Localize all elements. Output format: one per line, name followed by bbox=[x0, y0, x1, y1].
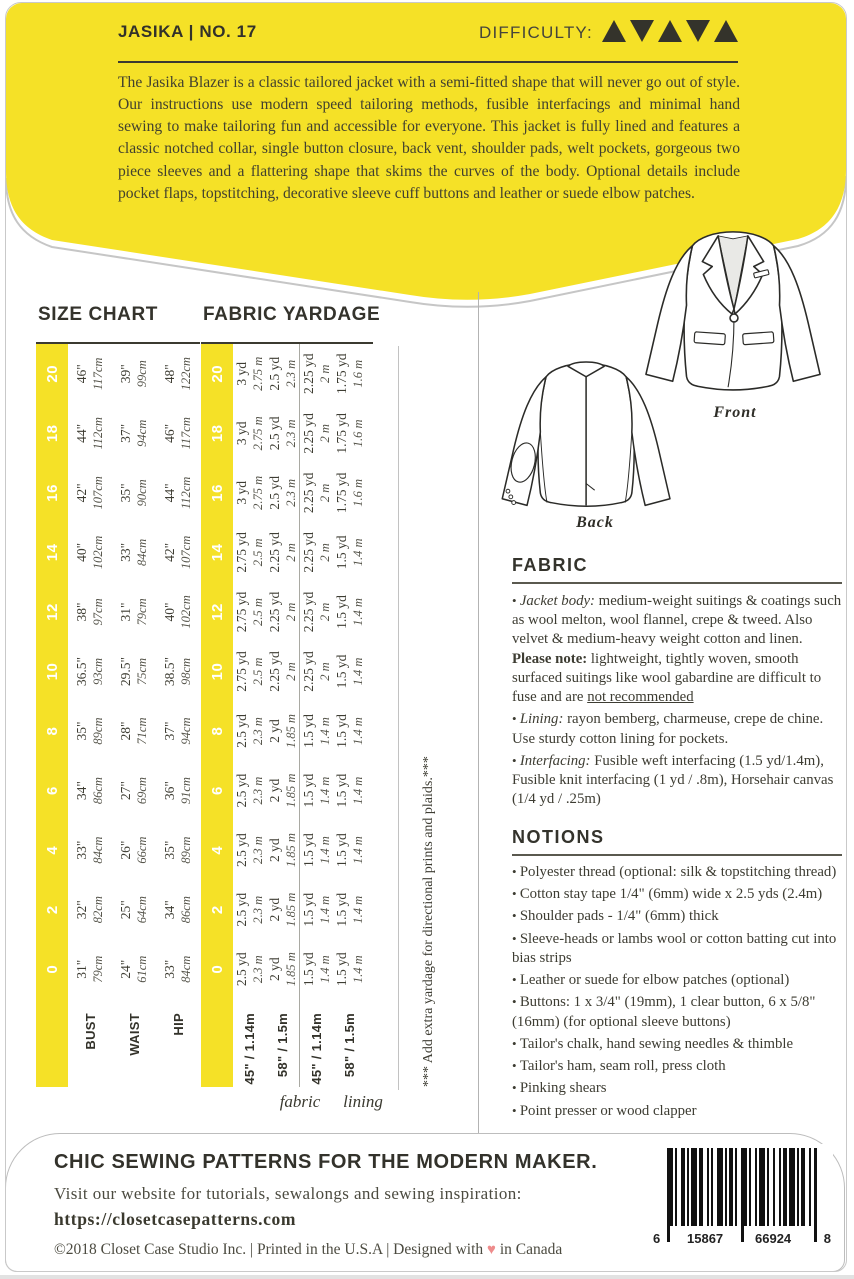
size-header-cell: 18 bbox=[208, 424, 226, 443]
page-bottom-edge bbox=[0, 1275, 854, 1279]
measurement-cell: 42" 107cm bbox=[74, 476, 105, 510]
measurement-cell: 48" 122cm bbox=[162, 357, 193, 391]
note-divider bbox=[398, 346, 399, 1090]
measurement-cell: 1.5 yd 1.4 m bbox=[333, 833, 365, 868]
bullet-icon: • bbox=[512, 1035, 520, 1051]
difficulty-label: DIFFICULTY: bbox=[479, 23, 593, 42]
copyright-text bbox=[54, 1241, 562, 1259]
measurement-cell: 40" 102cm bbox=[162, 595, 193, 629]
row-label: WAIST bbox=[126, 1013, 142, 1056]
table-row bbox=[266, 344, 299, 1087]
size-header-cell: 10 bbox=[208, 662, 226, 681]
barcode-digit: 8 bbox=[823, 1231, 831, 1246]
measurement-cell: 32" 82cm bbox=[74, 896, 105, 924]
size-chart-table bbox=[36, 342, 200, 1087]
notion-item-text: Buttons: 1 x 3/4" (19mm), 1 clear button, 6 x 5/8" (16mm) (for optional sleeve buttons) bbox=[512, 994, 816, 1030]
fabric-item-underline: not recommended bbox=[587, 689, 694, 706]
size-header-cell: 10 bbox=[43, 662, 61, 681]
measurement-cell: 3 yd 2.75 m bbox=[233, 475, 265, 510]
fabric-item bbox=[512, 752, 845, 810]
notion-item-text: Shoulder pads - 1/4" (6mm) thick bbox=[519, 908, 719, 925]
notion-item-text: Point presser or wood clapper bbox=[519, 1102, 697, 1119]
measurement-cell: 27" 69cm bbox=[118, 777, 149, 805]
measurement-cell: 1.75 yd 1.6 m bbox=[333, 353, 365, 395]
bullet-icon: • bbox=[512, 711, 520, 727]
measurement-cell: 1.5 yd 1.4 m bbox=[333, 595, 365, 629]
notion-item-text: Tailor's ham, seam roll, press cloth bbox=[519, 1058, 726, 1075]
fabric-yardage-table bbox=[201, 342, 373, 1087]
measurement-cell: 1.5 yd 1.4 m bbox=[300, 952, 332, 987]
size-header-cell: 14 bbox=[43, 543, 61, 562]
measurement-cell: 2 yd 1.85 m bbox=[266, 773, 298, 808]
bullet-icon: • bbox=[512, 864, 520, 879]
notion-item bbox=[512, 971, 848, 990]
bullet-icon: • bbox=[512, 972, 520, 988]
triangle-up-icon bbox=[658, 20, 682, 42]
bullet-icon: • bbox=[512, 908, 520, 924]
back-caption: Back bbox=[576, 514, 614, 531]
measurement-cell: 2 yd 1.85 m bbox=[266, 952, 298, 987]
measurement-cell: 44" 112cm bbox=[74, 417, 105, 450]
fabric-yardage-title: FABRIC YARDAGE bbox=[203, 304, 381, 325]
measurement-cell: 2.25 yd 2 m bbox=[266, 651, 298, 692]
bullet-icon: • bbox=[512, 994, 520, 1010]
fabric-item-text: medium-weight suitings & coatings such as wool melton, wool flannel, crepe & tweed. Also velvet & medium-heavy weight cotton and linen. bbox=[512, 593, 842, 648]
fabric-item bbox=[512, 592, 845, 707]
size-header-cell: 6 bbox=[43, 786, 61, 796]
barcode-guard-left bbox=[667, 1148, 670, 1242]
measurement-cell: 2.25 yd 2 m bbox=[266, 532, 298, 573]
measurement-cell: 33" 84cm bbox=[74, 836, 105, 864]
measurement-cell: 46" 117cm bbox=[162, 417, 193, 450]
size-header-cell: 12 bbox=[208, 603, 226, 621]
table bbox=[36, 342, 200, 1087]
measurement-cell: 35" 89cm bbox=[74, 717, 105, 745]
heart-icon: ♥ bbox=[487, 1242, 496, 1258]
measurement-cell: 1.5 yd 1.4 m bbox=[300, 714, 332, 748]
notion-item-text: Pinking shears bbox=[519, 1080, 607, 1097]
measurement-cell: 24" 61cm bbox=[118, 955, 149, 983]
notion-item-text: Tailor's chalk, hand sewing needles & thimble bbox=[519, 1035, 794, 1052]
table-header-row bbox=[201, 344, 233, 1087]
size-header-cell: 20 bbox=[43, 364, 61, 383]
measurement-cell: 26" 66cm bbox=[118, 836, 149, 864]
table-row bbox=[112, 344, 156, 1087]
barcode-guard-middle bbox=[741, 1148, 744, 1242]
measurement-cell: 1.5 yd 1.4 m bbox=[333, 654, 365, 689]
measurement-cell: 2.5 yd 2.3 m bbox=[266, 416, 298, 451]
table-row bbox=[233, 344, 266, 1087]
barcode bbox=[651, 1144, 833, 1254]
size-header-cell: 2 bbox=[43, 905, 61, 915]
notions-list bbox=[512, 863, 848, 1124]
measurement-cell: 1.5 yd 1.4 m bbox=[333, 892, 365, 927]
table-row bbox=[299, 344, 333, 1087]
notion-item bbox=[512, 863, 848, 882]
bullet-icon: • bbox=[512, 886, 520, 902]
copyright-pre: ©2018 Closet Case Studio Inc. | Printed in the U.S.A | Designed with bbox=[54, 1241, 484, 1258]
size-header-cell: 16 bbox=[208, 484, 226, 502]
size-header-cell: 16 bbox=[43, 484, 61, 502]
measurement-cell: 1.5 yd 1.4 m bbox=[333, 714, 365, 748]
fabric-item-label: Lining: bbox=[519, 711, 564, 728]
measurement-cell: 34" 86cm bbox=[162, 896, 193, 924]
notion-item-text: Cotton stay tape 1/4" (6mm) wide x 2.5 yds (2.4m) bbox=[519, 886, 823, 903]
fabric-item bbox=[512, 710, 845, 748]
barcode-digit: 15867 bbox=[687, 1231, 724, 1246]
size-chart-title: SIZE CHART bbox=[38, 304, 158, 325]
notion-item-text: Leather or suede for elbow patches (optional) bbox=[519, 972, 790, 989]
pattern-description: The Jasika Blazer is a classic tailored jacket with a semi-fitted shape that will never go out of style. Our instructions use modern speed tailoring methods, fusible interfacings and minimal hand sewing to make tailoring fun and accessible for everyone. This jacket is fully lined and features a classic notched collar, single button closure, back vent, shoulder pads, welt pockets, gorgeous two piece sleeves and a flattering shape that skims the curves of the body. Optional details include pocket flaps, topstitching, decorative sleeve cuff buttons and leather or suede elbow patches. bbox=[118, 74, 740, 202]
measurement-cell: 1.5 yd 1.4 m bbox=[333, 773, 365, 808]
measurement-cell: 2.25 yd 2 m bbox=[300, 472, 332, 514]
website-url: https://closetcasepatterns.com bbox=[54, 1209, 297, 1229]
blazer-back-illustration bbox=[484, 352, 692, 519]
measurement-cell: 31" 79cm bbox=[74, 955, 105, 983]
measurement-cell: 2.75 yd 2.5 m bbox=[233, 532, 265, 573]
bullet-icon: • bbox=[512, 1102, 520, 1118]
notion-item bbox=[512, 1035, 848, 1054]
fabric-item-label: Interfacing: bbox=[519, 752, 591, 769]
measurement-cell: 36.5" 93cm bbox=[74, 656, 105, 687]
measurement-cell: 2.25 yd 2 m bbox=[300, 353, 332, 395]
measurement-cell: 1.5 yd 1.4 m bbox=[333, 952, 365, 987]
fabric-heading: FABRIC bbox=[512, 555, 588, 575]
measurement-cell: 1.5 yd 1.4 m bbox=[300, 773, 332, 808]
measurement-cell: 40" 102cm bbox=[74, 535, 105, 570]
row-label: HIP bbox=[170, 1013, 186, 1036]
bullet-icon: • bbox=[512, 752, 520, 768]
measurement-cell: 2.75 yd 2.5 m bbox=[233, 591, 265, 633]
measurement-cell: 25" 64cm bbox=[118, 896, 149, 924]
measurement-cell: 2.5 yd 2.3 m bbox=[233, 833, 265, 868]
measurement-cell: 2.5 yd 2.3 m bbox=[233, 952, 265, 987]
measurement-cell: 2.5 yd 2.3 m bbox=[266, 475, 298, 510]
measurement-cell: 37" 94cm bbox=[162, 717, 193, 745]
size-header-cell: 4 bbox=[43, 845, 61, 855]
barcode-digit: 6 bbox=[653, 1231, 661, 1246]
measurement-cell: 39" 99cm bbox=[118, 360, 149, 388]
triangle-down-icon bbox=[686, 20, 710, 42]
copyright-post: in Canada bbox=[499, 1241, 563, 1258]
measurement-cell: 2.5 yd 2.3 m bbox=[266, 356, 298, 391]
row-label: 45" / 1.14m bbox=[242, 1013, 257, 1085]
fabric-rule bbox=[512, 582, 842, 584]
notion-item bbox=[512, 885, 848, 904]
barcode-guard-right bbox=[814, 1148, 817, 1242]
size-header-cell: 0 bbox=[208, 964, 226, 974]
fabric-list bbox=[512, 592, 845, 813]
notion-item-text: Sleeve-heads or lambs wool or cotton batting cut into bias strips bbox=[512, 930, 837, 966]
footer-panel bbox=[5, 1133, 845, 1272]
measurement-cell: 1.5 yd 1.4 m bbox=[300, 892, 332, 927]
measurement-cell: 2.5 yd 2.3 m bbox=[233, 892, 265, 927]
size-header-cell: 14 bbox=[208, 543, 226, 562]
measurement-cell: 3 yd 2.75 m bbox=[233, 416, 265, 451]
row-label: 58" / 1.5m bbox=[342, 1013, 357, 1078]
size-header-cell: 2 bbox=[208, 905, 226, 915]
measurement-cell: 44" 112cm bbox=[162, 476, 193, 510]
size-header-cell: 0 bbox=[43, 964, 61, 974]
measurement-cell: 1.75 yd 1.6 m bbox=[333, 472, 365, 514]
measurement-cell: 33" 84cm bbox=[118, 538, 149, 566]
fabric-item-text: lightweight, tightly woven, smooth surfaced suitings like wool gabardine are difficult to fuse and are bbox=[512, 650, 822, 706]
difficulty-icons bbox=[602, 20, 738, 42]
measurement-cell: 1.5 yd 1.4 m bbox=[300, 833, 332, 868]
footer-tagline: CHIC SEWING PATTERNS FOR THE MODERN MAKER. bbox=[54, 1151, 598, 1173]
bullet-icon: • bbox=[512, 930, 520, 946]
notion-item bbox=[512, 1102, 848, 1121]
triangle-up-icon bbox=[602, 20, 626, 42]
measurement-cell: 28" 71cm bbox=[118, 717, 149, 745]
measurement-cell: 35" 89cm bbox=[162, 836, 193, 864]
bullet-icon: • bbox=[512, 1058, 520, 1074]
size-header-cell: 6 bbox=[208, 786, 226, 796]
fabric-item-text: rayon bemberg, charmeuse, crepe de chine. Use sturdy cotton lining for pockets. bbox=[512, 711, 824, 747]
yardage-note: *** Add extra yardage for directional prints and plaids.*** bbox=[421, 756, 436, 1087]
measurement-cell: 2.5 yd 2.3 m bbox=[233, 714, 265, 748]
barcode-digit: 66924 bbox=[755, 1231, 792, 1246]
notion-item bbox=[512, 1079, 848, 1098]
column-divider bbox=[478, 292, 479, 1134]
notion-item-text: Polyester thread (optional: silk & topstitching thread) bbox=[519, 864, 837, 880]
measurement-cell: 29.5" 75cm bbox=[118, 656, 149, 687]
table-row bbox=[68, 344, 112, 1087]
measurement-cell: 2 yd 1.85 m bbox=[266, 892, 298, 927]
notion-item bbox=[512, 907, 848, 926]
measurement-cell: 36" 91cm bbox=[162, 777, 193, 805]
table-header-row bbox=[36, 344, 68, 1087]
measurement-cell: 42" 107cm bbox=[162, 535, 193, 570]
bullet-icon: • bbox=[512, 1080, 520, 1096]
measurement-cell: 2.25 yd 2 m bbox=[300, 413, 332, 454]
fabric-item-bold: Please note: bbox=[512, 650, 588, 667]
header-rule bbox=[118, 61, 738, 63]
size-header-cell: 20 bbox=[208, 364, 226, 383]
measurement-cell: 3 yd 2.75 m bbox=[233, 356, 265, 391]
table-row bbox=[333, 344, 366, 1087]
notion-item bbox=[512, 1057, 848, 1076]
size-header-cell: 12 bbox=[43, 603, 61, 621]
measurement-cell: 2.75 yd 2.5 m bbox=[233, 651, 265, 692]
pattern-title: JASIKA | NO. 17 bbox=[118, 22, 257, 41]
size-header-cell: 8 bbox=[208, 726, 226, 736]
row-label: 58" / 1.5m bbox=[275, 1013, 290, 1078]
footer-visit-text: Visit our website for tutorials, sewalongs and sewing inspiration: bbox=[54, 1184, 522, 1203]
size-header-cell: 8 bbox=[43, 726, 61, 736]
table-row bbox=[156, 344, 200, 1087]
measurement-cell: 46" 117cm bbox=[74, 357, 105, 390]
measurement-cell: 34" 86cm bbox=[74, 777, 105, 805]
notion-item bbox=[512, 993, 848, 1031]
table bbox=[201, 342, 373, 1087]
measurement-cell: 31" 79cm bbox=[118, 598, 149, 626]
notions-heading: NOTIONS bbox=[512, 827, 605, 847]
measurement-cell: 2.25 yd 2 m bbox=[300, 591, 332, 633]
measurement-cell: 38" 97cm bbox=[74, 598, 105, 626]
measurement-cell: 2.25 yd 2 m bbox=[300, 651, 332, 692]
measurement-cell: 2 yd 1.85 m bbox=[266, 714, 298, 749]
row-label: BUST bbox=[82, 1013, 98, 1050]
triangle-up-icon bbox=[714, 20, 738, 42]
notions-rule bbox=[512, 854, 842, 856]
measurement-cell: 1.5 yd 1.4 m bbox=[333, 535, 365, 570]
row-label: 45" / 1.14m bbox=[309, 1013, 324, 1085]
measurement-cell: 2.25 yd 2 m bbox=[300, 532, 332, 573]
front-caption: Front bbox=[713, 404, 757, 421]
measurement-cell: 35" 90cm bbox=[118, 479, 149, 507]
bullet-icon: • bbox=[512, 593, 520, 608]
fabric-group-label: fabric bbox=[279, 1092, 321, 1111]
size-header-cell: 18 bbox=[43, 424, 61, 443]
measurement-cell: 2 yd 1.85 m bbox=[266, 833, 298, 868]
measurement-cell: 2.25 yd 2 m bbox=[266, 591, 298, 633]
size-header-cell: 4 bbox=[208, 845, 226, 855]
fabric-item-label: Jacket body: bbox=[519, 593, 595, 609]
fabric-item-text: Fusible weft interfacing (1.5 yd/1.4m), Fusible knit interfacing (1 yd / .8m), Horsehair canvas (1/4 yd / .25m) bbox=[512, 752, 834, 808]
lining-group-label: lining bbox=[343, 1092, 383, 1111]
measurement-cell: 1.75 yd 1.6 m bbox=[333, 413, 365, 454]
triangle-down-icon bbox=[630, 20, 654, 42]
notion-item bbox=[512, 930, 848, 968]
measurement-cell: 37" 94cm bbox=[118, 419, 149, 447]
measurement-cell: 2.5 yd 2.3 m bbox=[233, 773, 265, 808]
measurement-cell: 33" 84cm bbox=[162, 955, 193, 983]
measurement-cell: 38.5" 98cm bbox=[162, 656, 193, 687]
